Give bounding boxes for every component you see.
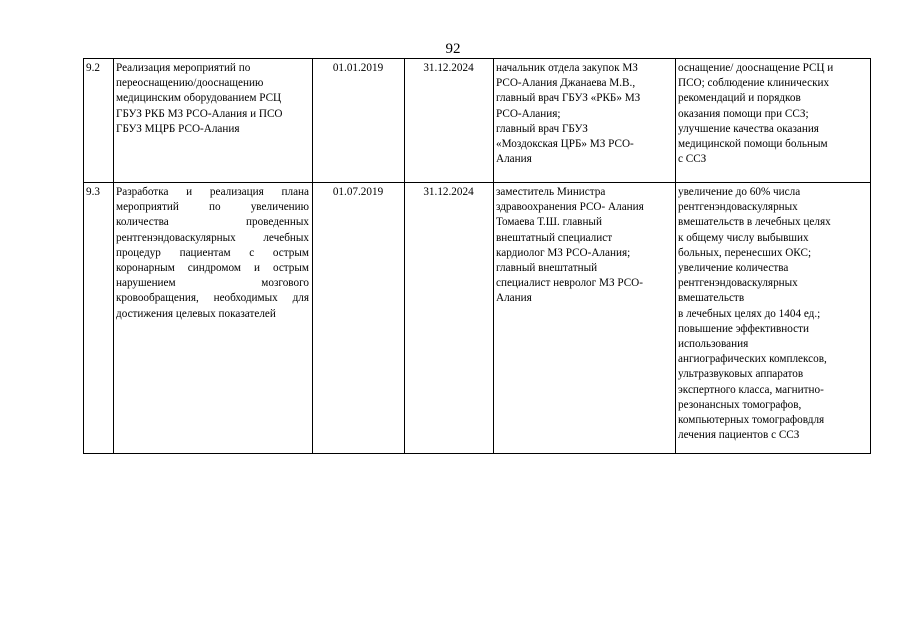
result-line: увеличение количества xyxy=(678,262,789,275)
page-number: 92 xyxy=(445,41,461,57)
measure-name-line: медицинским оборудованием РСЦ xyxy=(116,92,282,105)
responsible-line: главный внештатный xyxy=(496,262,598,275)
result-line: вмешательств xyxy=(678,292,745,305)
measure-name-line: рентгенэндоваскулярных лечебных xyxy=(116,231,309,244)
result-line: лечения пациентов с ССЗ xyxy=(678,429,800,442)
measure-name-cell xyxy=(114,59,313,183)
result-line: увеличение до 60% числа xyxy=(678,186,801,198)
result-line: к общему числу выбывших xyxy=(678,231,809,244)
measure-name-line: достижения целевых показателей xyxy=(116,307,276,320)
result-line: рентгенэндоваскулярных xyxy=(678,201,798,214)
measure-name-line: коронарным синдромом и острым xyxy=(116,262,309,275)
responsible-line: РСО-Алания Джанаева М.В., xyxy=(496,77,636,90)
result-cell xyxy=(676,183,871,454)
responsible-cell xyxy=(494,59,676,183)
measure-name-line: количества проведенных xyxy=(116,216,309,229)
measure-name-line: процедур пациентам с острым xyxy=(116,246,309,259)
measure-name-line: ГБУЗ РКБ МЗ РСО-Алания и ПСО xyxy=(116,107,283,120)
responsible-line: Алания xyxy=(496,153,532,166)
result-line: в лечебных целях до 1404 ед.; xyxy=(678,307,821,320)
responsible-cell xyxy=(494,183,676,454)
result-line: компьютерных томографовдля xyxy=(678,414,825,427)
responsible-line: специалист невролог МЗ РСО- xyxy=(496,277,643,290)
result-line: больных, перенесших ОКС; xyxy=(678,246,812,259)
measure-name-line: нарушением мозгового xyxy=(116,277,309,290)
responsible-line: начальник отдела закупок МЗ xyxy=(496,62,638,74)
table-row xyxy=(84,183,871,454)
measure-name-line: кровообращения, необходимых для xyxy=(116,292,309,305)
responsible-line: Томаева Т.Ш. главный xyxy=(496,216,602,229)
result-line: ультразвуковых аппаратов xyxy=(678,368,804,381)
measure-name-line: Разработка и реализация плана xyxy=(116,186,309,198)
row-number: 9.2 xyxy=(84,59,114,183)
table-row xyxy=(84,59,871,183)
measures-table xyxy=(83,58,871,454)
measure-name-line: ГБУЗ МЦРБ РСО-Алания xyxy=(116,122,240,135)
responsible-line: Алания xyxy=(496,292,532,305)
result-line: рентгенэндоваскулярных xyxy=(678,277,798,290)
result-line: с ССЗ xyxy=(678,153,707,166)
row-number: 9.3 xyxy=(84,183,114,454)
responsible-line: главный врач ГБУЗ «РКБ» МЗ xyxy=(496,92,641,105)
responsible-line: заместитель Министра xyxy=(496,186,606,198)
responsible-line: «Моздокская ЦРБ» МЗ РСО- xyxy=(496,138,634,151)
result-cell xyxy=(676,59,871,183)
result-line: ПСО; соблюдение клинических xyxy=(678,77,830,90)
result-line: резонансных томографов, xyxy=(678,398,802,411)
start-date: 01.01.2019 xyxy=(313,59,405,183)
result-line: рекомендаций и порядков xyxy=(678,92,801,105)
measure-name-cell xyxy=(114,183,313,454)
result-line: ангиографических комплексов, xyxy=(678,353,827,366)
result-line: повышение эффективности xyxy=(678,322,809,335)
responsible-line: РСО-Алания; xyxy=(496,107,561,120)
result-line: вмешательств в лечебных целях xyxy=(678,216,831,229)
end-date: 31.12.2024 xyxy=(405,59,494,183)
measure-name-line: мероприятий по увеличению xyxy=(116,201,309,214)
result-line: экспертного класса, магнитно- xyxy=(678,383,824,396)
result-line: улучшение качества оказания xyxy=(678,122,819,135)
responsible-line: кардиолог МЗ РСО-Алания; xyxy=(496,246,631,259)
end-date: 31.12.2024 xyxy=(405,183,494,454)
measure-name-line: переоснащению/дооснащению xyxy=(116,77,264,90)
measure-name-line: Реализация мероприятий по xyxy=(116,62,251,74)
result-line: медицинской помощи больным xyxy=(678,138,828,151)
responsible-line: главный врач ГБУЗ xyxy=(496,122,588,135)
start-date: 01.07.2019 xyxy=(313,183,405,454)
result-line: использования xyxy=(678,338,749,351)
result-line: оснащение/ дооснащение РСЦ и xyxy=(678,62,834,74)
responsible-line: внештатный специалист xyxy=(496,231,613,244)
result-line: оказания помощи при ССЗ; xyxy=(678,107,809,120)
responsible-line: здравоохранения РСО- Алания xyxy=(496,201,644,214)
